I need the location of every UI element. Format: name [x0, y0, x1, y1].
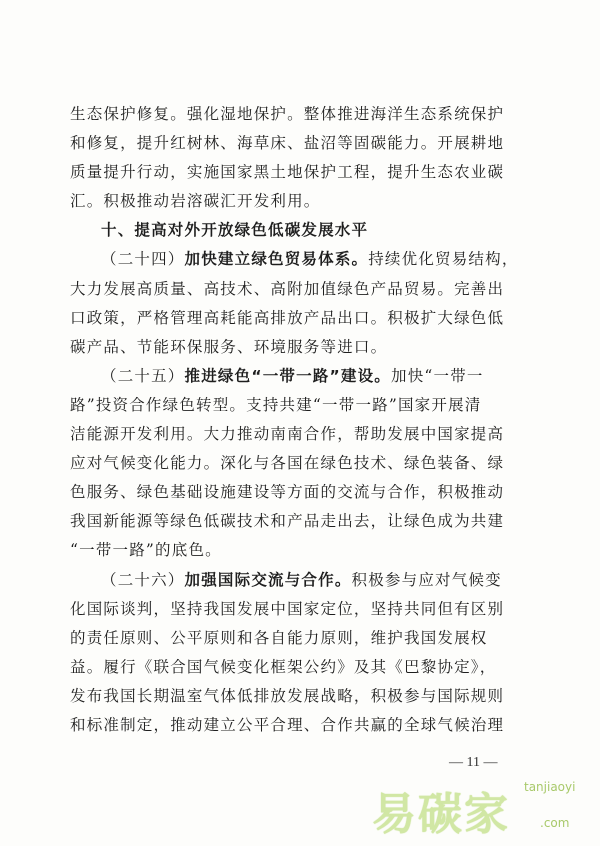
heading-text: 十、提高对外开放绿色低碳发展水平 [101, 221, 369, 240]
line-text: 的责任原则、公平原则和各自能力原则，维护我国发展权 [70, 628, 488, 647]
text-line [70, 682, 540, 711]
text-line [70, 653, 540, 682]
line-text: 汇。积极推动岩溶碳汇开发利用。 [70, 192, 321, 211]
line-text: “一带一路”的底色。 [70, 541, 222, 560]
line-text: 色服务、绿色基础设施建设等方面的交流与合作，积极推动 [70, 483, 505, 502]
text-line [70, 536, 540, 565]
line-text: 质量提升行动，实施国家黑土地保护工程，提升生态农业碳 [70, 163, 505, 182]
clause-title: 推进绿色“一带一路”建设。 [184, 366, 391, 385]
watermark-domain: .com [540, 816, 570, 830]
text-line [70, 449, 540, 478]
watermark-url: tanjiaoyi [524, 780, 576, 794]
text-line [70, 624, 540, 653]
text-line [70, 362, 540, 391]
line-text: 益。履行《联合国气候变化框架公约》及其《巴黎协定》， [70, 657, 497, 676]
text-line [70, 507, 540, 536]
text-line [70, 158, 540, 187]
line-text: 碳产品、节能环保服务、环境服务等进口。 [70, 337, 388, 356]
text-line [70, 333, 540, 362]
clause-number: （二十四） [101, 250, 185, 269]
page-number: — 11 — [449, 755, 498, 770]
line-text: 洁能源开发利用。大力推动南南合作，帮助发展中国家提高 [70, 425, 505, 444]
text-line [70, 304, 540, 333]
text-line [70, 478, 540, 507]
text-line [70, 129, 540, 158]
line-text: 和标准制定，推动建立公平合理、合作共赢的全球气候治理 [70, 715, 505, 734]
line-text: 生态保护修复。强化湿地保护。整体推进海洋生态系统保护 [70, 105, 505, 123]
clause-text: 加快“一带一 [391, 366, 484, 385]
line-text: 发布我国长期温室气体低排放发展战略，积极参与国际规则 [70, 686, 505, 705]
watermark-brand: 易碳家 [372, 789, 510, 840]
text-line [70, 566, 540, 595]
text-line [70, 711, 540, 740]
clause-number: （二十六） [101, 570, 185, 589]
text-line [70, 595, 540, 624]
watermark-logo [372, 778, 592, 838]
line-text: 路”投资合作绿色转型。支持共建“一带一路”国家开展清 [70, 395, 482, 414]
clause-title: 加强国际交流与合作。 [184, 570, 352, 589]
document-body [70, 100, 540, 740]
text-line [70, 187, 540, 216]
clause-number: （二十五） [101, 366, 185, 385]
section-heading [70, 216, 540, 245]
line-text: 口政策，严格管理高耗能高排放产品出口。积极扩大绿色低 [70, 308, 505, 327]
clause-text: 持续优化贸易结构， [368, 250, 519, 269]
text-line [70, 100, 540, 129]
line-text: 应对气候变化能力。深化与各国在绿色技术、绿色装备、绿 [70, 454, 505, 473]
line-text: 化国际谈判，坚持我国发展中国家定位，坚持共同但有区别 [70, 599, 505, 618]
text-line [70, 420, 540, 449]
line-text: 我国新能源等绿色低碳技术和产品走出去，让绿色成为共建 [70, 512, 505, 531]
text-line [70, 245, 540, 274]
line-text: 大力发展高质量、高技术、高附加值绿色产品贸易。完善出 [70, 279, 505, 298]
clause-title: 加快建立绿色贸易体系。 [184, 250, 369, 269]
text-line [70, 275, 540, 304]
line-text: 和修复，提升红树林、海草床、盐沼等固碳能力。开展耕地 [70, 134, 505, 153]
text-line [70, 391, 540, 420]
clause-text: 积极参与应对气候变 [351, 570, 502, 589]
